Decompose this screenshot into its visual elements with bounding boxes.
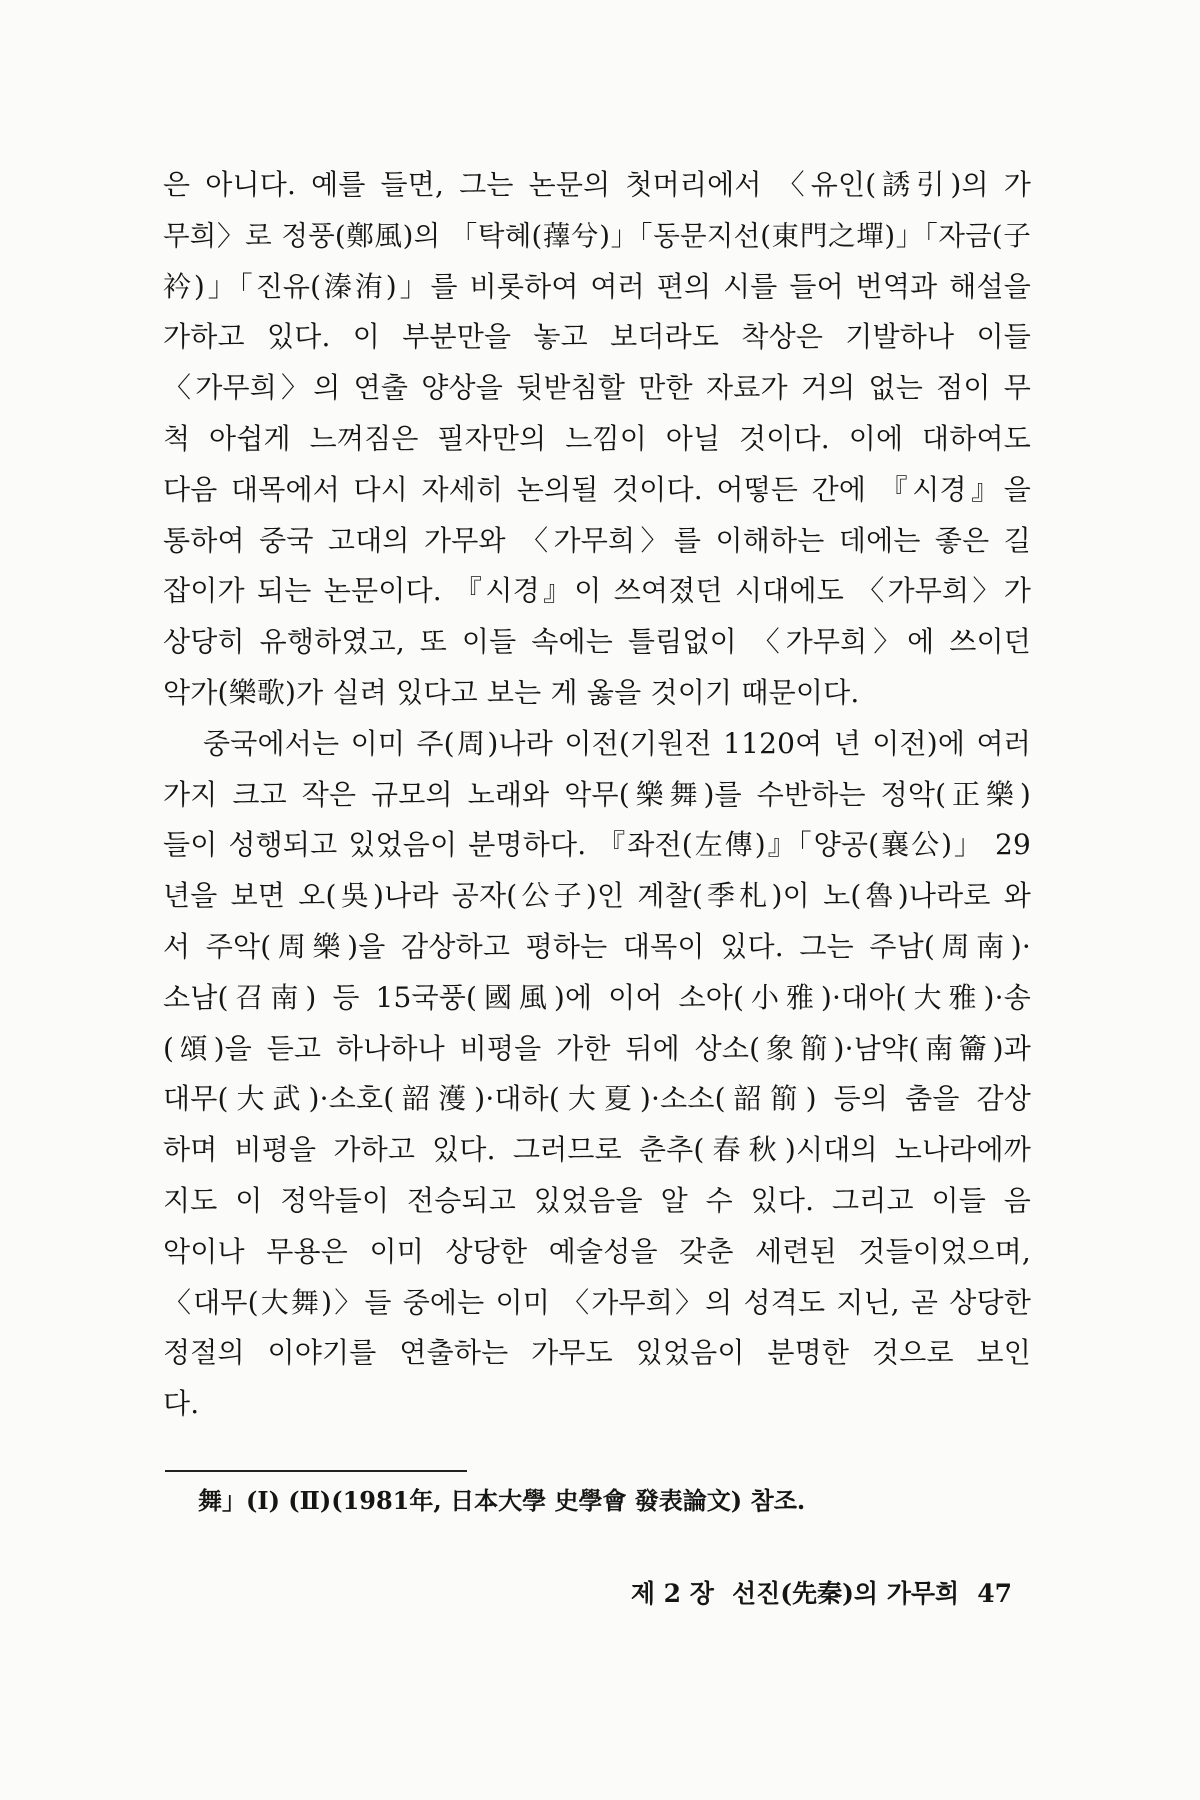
text-line: 다. — [163, 1387, 200, 1421]
text-line: 척 아쉽게 느껴짐은 필자만의 느낌이 아닐 것이다. 이에 대하여도 — [163, 421, 1031, 455]
text-line: (頌)을 듣고 하나하나 비평을 가한 뒤에 상소(象箾)·남약(南籥)과 — [163, 1031, 1031, 1065]
text-line: 년을 보면 오(吳)나라 공자(公子)인 계찰(季札)이 노(魯)나라로 와 — [163, 879, 1031, 913]
text-line: 악가(樂歌)가 실려 있다고 보는 게 옳을 것이기 때문이다. — [163, 675, 860, 709]
chapter-title: 선진(先秦)의 가무희 — [731, 1579, 960, 1608]
text-line: 지도 이 정악들이 전승되고 있었음을 알 수 있다. 그리고 이들 음 — [163, 1183, 1031, 1217]
text-line: 은 아니다. 예를 들면, 그는 논문의 첫머리에서 〈유인(誘引)의 가 — [163, 168, 1031, 201]
page-number: 47 — [977, 1579, 1012, 1608]
text-line: 정절의 이야기를 연출하는 가무도 있었음이 분명한 것으로 보인 — [163, 1336, 1031, 1370]
text-line: 서 주악(周樂)을 감상하고 평하는 대목이 있다. 그는 주남(周南)· — [163, 929, 1031, 963]
running-footer — [631, 1576, 1012, 1612]
text-line: 가하고 있다. 이 부분만을 놓고 보더라도 착상은 기발하나 이들 — [163, 320, 1031, 354]
footnote-divider — [165, 1470, 467, 1472]
text-line: 다음 대목에서 다시 자세히 논의될 것이다. 어떻든 간에 『시경』을 — [163, 472, 1031, 506]
text-line: 무희〉로 정풍(鄭風)의 「탁혜(蘀兮)」「동문지선(東門之墠)」「자금(子 — [163, 219, 1031, 252]
text-line: 상당히 유행하였고, 또 이들 속에는 틀림없이 〈가무희〉에 쓰이던 — [163, 625, 1031, 659]
text-line: 가지 크고 작은 규모의 노래와 악무(樂舞)를 수반하는 정악(正樂) — [163, 777, 1031, 811]
text-line: 〈가무희〉의 연출 양상을 뒷받침할 만한 자료가 거의 없는 점이 무 — [163, 371, 1031, 405]
footnote: 舞」(Ⅰ) (Ⅱ)(1981年, 日本大學 史學會 發表論文) 참조. — [198, 1486, 806, 1515]
chapter-label: 제 2 장 — [630, 1579, 714, 1608]
text-line: 중국에서는 이미 주(周)나라 이전(기원전 1120여 년 이전)에 여러 — [203, 726, 1031, 760]
text-line: 衿)」「진유(溱洧)」를 비롯하여 여러 편의 시를 들어 번역과 해설을 — [163, 269, 1031, 303]
text-line: 잡이가 되는 논문이다. 『시경』이 쓰여졌던 시대에도 〈가무희〉가 — [163, 574, 1031, 608]
text-line: 소남(召南) 등 15국풍(國風)에 이어 소아(小雅)·대아(大雅)·송 — [163, 980, 1031, 1014]
text-line: 들이 성행되고 있었음이 분명하다. 『좌전(左傳)』「양공(襄公)」 29 — [163, 828, 1031, 862]
text-line: 〈대무(大舞)〉들 중에는 이미 〈가무희〉의 성격도 지닌, 곧 상당한 — [163, 1285, 1031, 1319]
text-line: 악이나 무용은 이미 상당한 예술성을 갖춘 세련된 것들이었으며, — [163, 1234, 1031, 1268]
text-line: 대무(大武)·소호(韶濩)·대하(大夏)·소소(韶箾) 등의 춤을 감상 — [163, 1082, 1031, 1116]
text-line: 하며 비평을 가하고 있다. 그러므로 춘추(春秋)시대의 노나라에까 — [163, 1133, 1031, 1167]
text-line: 통하여 중국 고대의 가무와 〈가무희〉를 이해하는 데에는 좋은 길 — [163, 523, 1031, 557]
body-text — [163, 160, 1031, 1430]
